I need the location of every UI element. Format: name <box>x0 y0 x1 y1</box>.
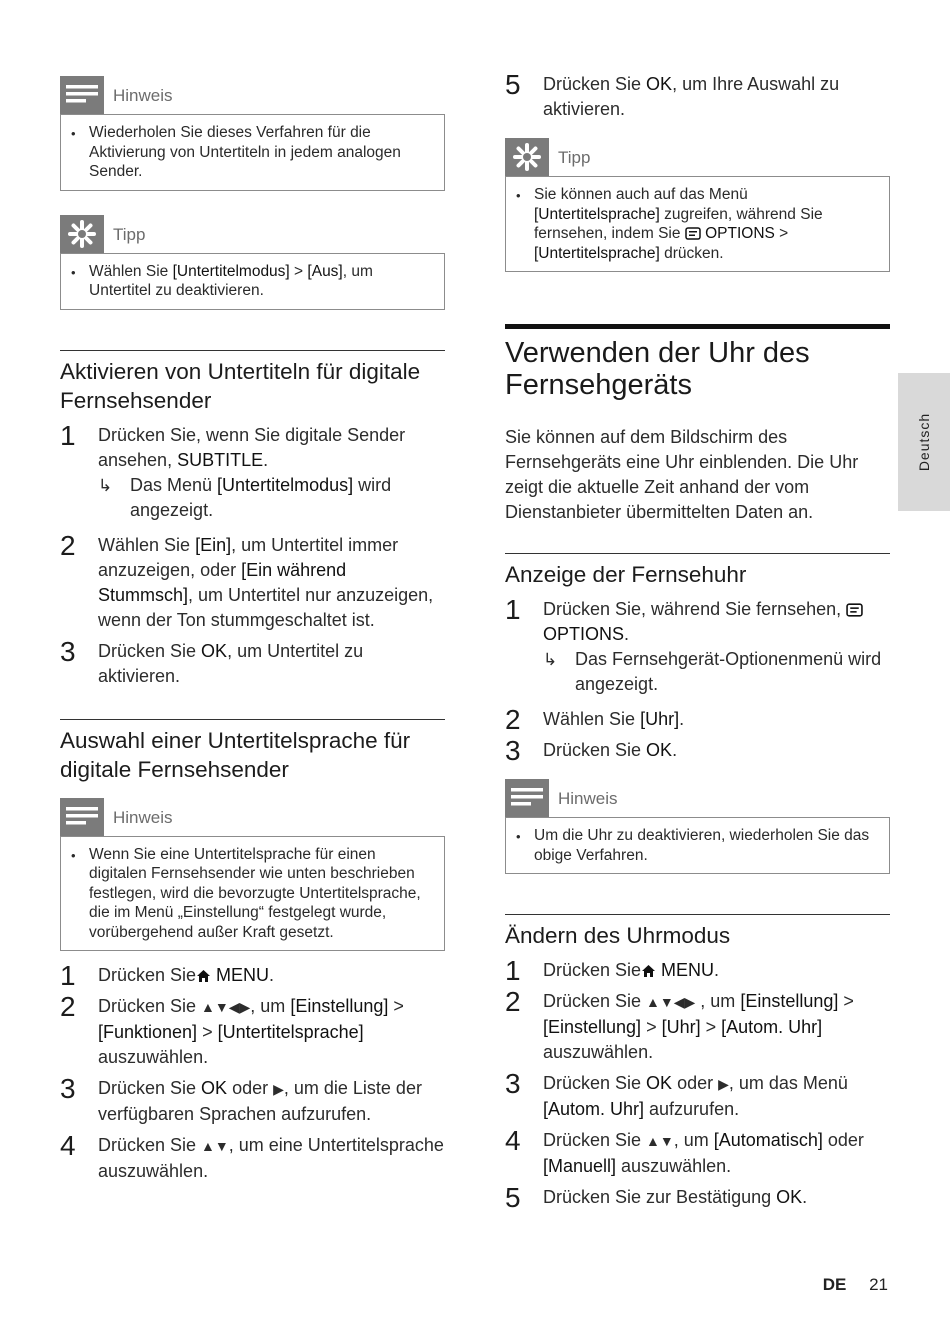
step-2: 2 Wählen Sie [Uhr]. <box>505 704 685 735</box>
tip-title: Tipp <box>113 224 146 244</box>
footer-language: DE <box>822 1275 847 1294</box>
tip-text: Wählen Sie [Untertitelmodus] > [Aus], um Untertitel zu deaktivieren. <box>89 262 373 299</box>
step-2: 2 Wählen Sie [Ein], um Untertitel immer anzuzeigen, oder [Ein während Stummsch], um Untertitel nur anzuzeigen, wenn der Ton stummgeschaltet ist. <box>60 529 434 630</box>
updown-keys-icon: ▲▼ <box>646 1133 674 1149</box>
home-icon <box>641 964 656 978</box>
section-subtitle-language <box>60 719 445 1185</box>
step-1: 1 Drücken Sie, wenn Sie digitale Sender ansehen, SUBTITLE. <box>60 419 406 470</box>
step-2: 2 Drücken Sie ▲▼◀▶ , um [Einstellung] > [Einstellung] > [Uhr] > [Autom. Uhr] auszuwählen. <box>505 986 854 1062</box>
step-1-result: ↳ Das Menü [Untertitelmodus] wird angezeigt. <box>60 473 445 523</box>
tip-text: Sie können auch auf das Menü [Untertitelsprache] zugreifen, während Sie fernsehen, indem Sie OPTIONS > [Untertitelsprache] drücken. <box>534 186 823 262</box>
result-arrow-icon: ↳ <box>98 475 113 495</box>
language-tab-label: Deutsch <box>916 412 933 472</box>
step-1-result: ↳ Das Fernsehgerät-Optionenmenü wird angezeigt. <box>505 647 890 697</box>
home-icon <box>196 969 211 983</box>
page-footer <box>823 1275 888 1295</box>
updown-keys-icon: ▲▼ <box>201 1138 229 1154</box>
nav-keys-icon: ▲▼◀▶ <box>201 999 251 1015</box>
page-title: Verwenden der Uhr des Fernsehgeräts <box>505 324 890 401</box>
right-key-icon: ▶ <box>273 1081 284 1097</box>
tip-icon <box>505 138 549 176</box>
note-icon <box>505 779 549 817</box>
page-number: 21 <box>869 1275 888 1294</box>
note-icon <box>60 798 104 836</box>
bullet: • <box>71 126 76 141</box>
step-5: 5 Drücken Sie OK, um Ihre Auswahl zu aktivieren. <box>505 69 840 119</box>
tip-icon <box>60 215 104 253</box>
language-tab <box>898 373 950 511</box>
section-clock-mode: Ändern des Uhrmodus 1 Drücken Sie MENU. 2 Drücken Sie ▲▼◀▶ , um [Einstellung] > [Einstellung] > [Uhr] > [Autom. Uhr] auszuwählen. 3 Drücken Sie OK oder ▶, um das Menü [Autom. Uhr] aufzurufen. 4 Drücken Sie ▲▼, um [Automatisch] oder [Manuell] auszuwählen. 5 Drücken Sie zur Bestätigung OK. <box>505 914 890 1210</box>
note-box: Hinweis • Um die Uhr zu deaktivieren, wiederholen Sie das obige Verfahren. <box>505 779 890 874</box>
step-3: 3 Drücken Sie OK, um Untertitel zu aktivieren. <box>60 635 364 686</box>
nav-keys-icon: ▲▼◀▶ <box>646 994 696 1010</box>
note-text: Wiederholen Sie dieses Verfahren für die Aktivierung von Untertiteln in jedem analogen Sender. <box>89 124 401 180</box>
section-digital-subtitles <box>60 350 445 689</box>
result-arrow-icon: ↳ <box>543 650 558 669</box>
tip-box: Tipp • Sie können auch auf das Menü [Untertitelsprache] zugreifen, während Sie fernsehen, indem Sie OPTIONS > [Untertitelsprache] drücken. <box>505 138 890 272</box>
step-1: 1 Drücken Sie MENU. <box>505 955 720 986</box>
note-box: Hinweis • Wenn Sie eine Untertitelsprache für einen digitalen Fernsehsender wie unten beschrieben festlegen, wird die bevorzugte Untertitelsprache, die im Menü „Einstellung“ festgelegt wurde, vorübergehend außer Kraft gesetzt. <box>60 798 445 952</box>
step-1: 1 Drücken Sie MENU. <box>60 960 275 991</box>
note-text: Wenn Sie eine Untertitelsprache für einen digitalen Fernsehsender wie unten beschrieben festlegen, wird die bevorzugte Untertitelsprache, die im Menü „Einstellung“ festgelegt wurde, vorübergehend außer Kraft gesetzt. <box>89 845 421 941</box>
left-column <box>60 76 445 1184</box>
options-icon <box>846 603 863 617</box>
step-3: 3 Drücken Sie OK oder ▶, um die Liste der verfügbaren Sprachen aufzurufen. <box>60 1073 422 1124</box>
step-1: 1 Drücken Sie, während Sie fernsehen, OPTIONS. <box>505 597 890 647</box>
intro-paragraph: Sie können auf dem Bildschirm des Fernsehgeräts eine Uhr einblenden. Die Uhr zeigt die aktuelle Zeit anhand der vom Dienstanbieter übermittelten Daten an. <box>505 427 859 522</box>
step-2: 2 Drücken Sie ▲▼◀▶, um [Einstellung] > [Funktionen] > [Untertitelsprache] auszuwählen. <box>60 991 404 1067</box>
note-icon <box>60 76 104 114</box>
note-title: Hinweis <box>113 86 173 105</box>
note-text: Um die Uhr zu deaktivieren, wiederholen Sie das obige Verfahren. <box>534 827 870 864</box>
step-4: 4 Drücken Sie ▲▼, um eine Untertitelsprache auszuwählen. <box>60 1130 444 1181</box>
tip-box: Tipp • Wählen Sie [Untertitelmodus] > [Aus], um Untertitel zu deaktivieren. <box>60 215 445 310</box>
section-display-clock: Anzeige der Fernsehuhr 1 Drücken Sie, während Sie fernsehen, OPTIONS. ↳ Das Fernsehgerät-Optionenmenü wird angezeigt. 2 Wählen Sie [Uhr]. 3 Drücken Sie OK. Hinweis • Um die Uhr zu deaktivieren, wiederholen Sie das obige Verfahren. <box>505 553 890 874</box>
section-title: Auswahl einer Untertitelsprache für digitale Fernsehsender <box>60 719 445 784</box>
step-4: 4 Drücken Sie ▲▼, um [Automatisch] oder [Manuell] auszuwählen. <box>505 1125 864 1176</box>
section-clock <box>505 324 890 525</box>
step-3: 3 Drücken Sie OK. <box>505 735 678 766</box>
right-column <box>505 69 890 1213</box>
note-box <box>60 76 445 191</box>
section-title: Aktivieren von Untertiteln für digitale Fernsehsender <box>60 350 445 415</box>
step-3: 3 Drücken Sie OK oder ▶, um das Menü [Autom. Uhr] aufzurufen. <box>505 1068 848 1119</box>
options-icon <box>685 227 701 240</box>
right-key-icon: ▶ <box>718 1076 729 1092</box>
step-5: 5 Drücken Sie zur Bestätigung OK. <box>505 1182 808 1213</box>
